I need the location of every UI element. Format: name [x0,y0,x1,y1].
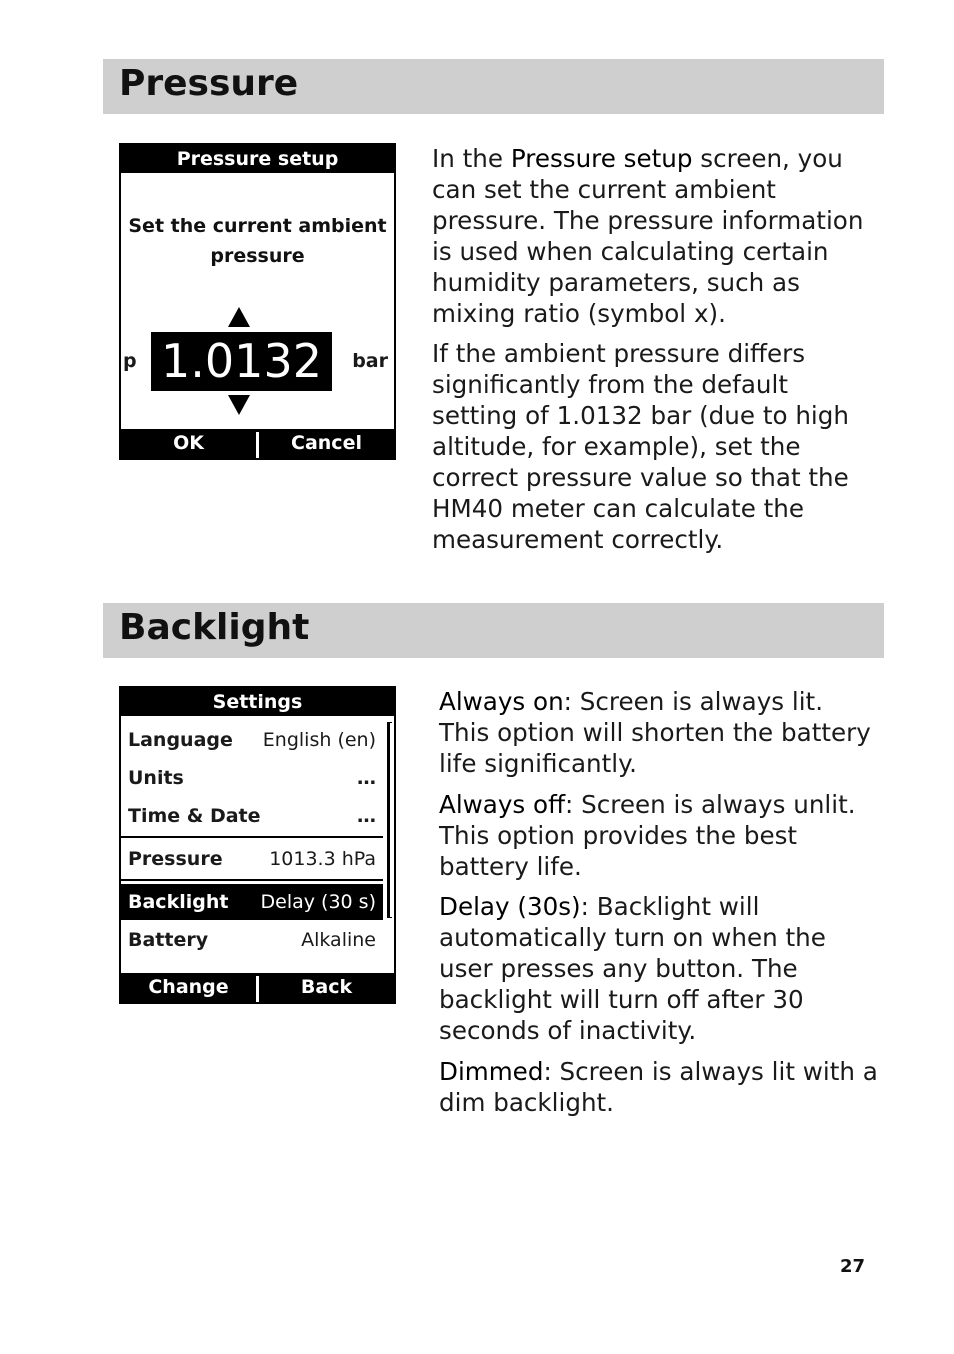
scrollbar[interactable] [387,722,392,918]
row-label: Language [128,729,233,751]
option-text: : Backlight will automatically turn on when the user presses any button. The backlight will turn off after 30 seconds of inactivity. [439,892,826,1045]
option-keyword: Always off [439,790,566,819]
row-value: Alkaline [301,929,376,951]
row-value: Delay (30 s) [260,891,376,913]
row-value: 1013.3 hPa [269,848,376,870]
settings-row-battery[interactable] [121,922,383,958]
ok-button[interactable]: OK [173,432,204,454]
settings-row-time-date[interactable] [121,798,383,834]
prompt-line-2: pressure [210,245,305,267]
option-always-off [439,789,879,882]
pressure-paragraph-2: If the ambient pressure differs significantly from the default setting of 1.0132 bar (due to high altitude, for example), set the correct pressure value so that the HM40 meter can calculate the measurement correctly. [432,339,849,554]
row-value: … [357,805,376,827]
arrow-down-icon[interactable] [228,395,250,415]
scrollbar-thumb[interactable] [388,723,393,917]
row-label: Time & Date [128,805,261,827]
pressure-setup-screen [119,143,396,460]
settings-screen [119,686,396,1004]
option-delay [439,891,879,1046]
pressure-setup-keyword: Pressure setup [510,144,693,173]
cancel-button[interactable]: Cancel [291,432,362,454]
pressure-section-title: Pressure [119,63,299,104]
pressure-paragraph-1-post: screen, you can set the current ambient pressure. The pressure information is used when calculating certain humidity parameters, such as mixing ratio (symbol x). [432,144,864,328]
settings-row-pressure[interactable] [121,841,383,877]
option-keyword: Dimmed [439,1057,544,1086]
settings-row-units[interactable] [121,760,383,796]
list-divider [121,836,383,838]
pressure-paragraph-1-pre: In the [432,144,511,173]
option-dimmed [439,1056,879,1118]
back-button[interactable]: Back [300,976,353,998]
backlight-section-header [103,603,884,658]
settings-row-language[interactable] [121,722,383,758]
backlight-section-title: Backlight [119,607,310,648]
pressure-value[interactable]: 1.0132 [151,332,332,391]
pressure-prompt [121,211,394,271]
arrow-up-icon[interactable] [228,307,250,327]
softkey-bar [121,973,394,1002]
row-value: … [357,767,376,789]
pressure-unit: bar [352,350,388,372]
pressure-symbol: p [123,350,137,372]
option-text: : Screen is always lit with a dim backlight. [439,1057,878,1117]
list-divider [121,879,383,881]
pressure-paragraph-1 [432,143,872,329]
screen-title: Pressure setup [121,145,394,173]
row-value: English (en) [262,729,376,751]
option-always-on [439,686,879,779]
pressure-section-header [103,59,884,114]
option-keyword: Always on [439,687,564,716]
row-label: Battery [128,929,209,951]
softkey-bar [121,429,394,458]
page-number: 27 [840,1256,866,1277]
row-label: Backlight [128,891,229,913]
row-label: Pressure [128,848,223,870]
option-text: : Screen is always unlit. This option provides the best battery life. [439,790,856,881]
row-label: Units [128,767,184,789]
option-text: : Screen is always lit. This option will shorten the battery life significantly. [439,687,871,778]
settings-row-backlight[interactable] [121,884,383,920]
prompt-line-1: Set the current ambient [128,215,387,237]
screen-title: Settings [121,688,394,716]
option-keyword: Delay (30s) [439,892,581,921]
change-button[interactable]: Change [148,976,229,998]
